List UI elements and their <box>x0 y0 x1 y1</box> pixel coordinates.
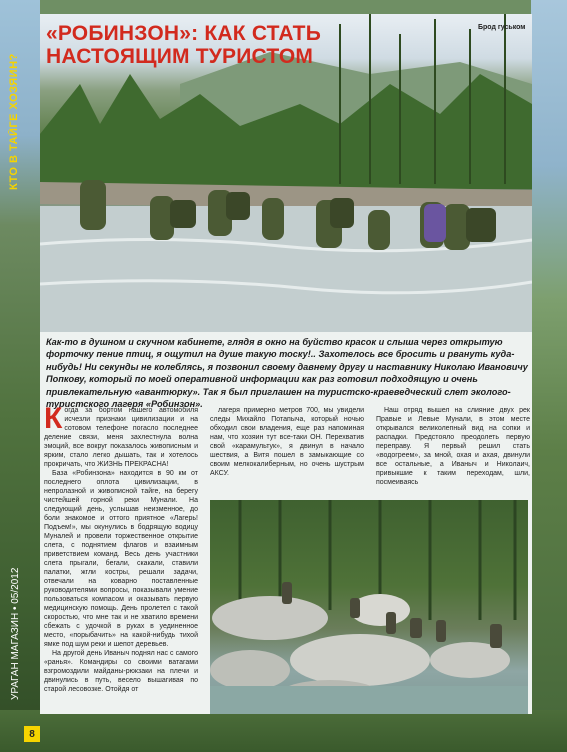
body-column-2 <box>210 406 364 494</box>
photo-caption: Брод гуськом <box>478 24 526 31</box>
background-forest-right <box>531 0 567 752</box>
background-forest-bottom <box>0 710 567 752</box>
paragraph: лагеря примерно метров 700, мы увидели следы Михайло Потапыча, который ночью обходил свои владения, еще раз напоминая нам, что хозяин тут все-таки ОН. Перехватив свой «карамультук», я двинул в начало шествия, а Витя пошел в замыкающие со своим мелкокалиберным, но очень шустрым АКСУ. <box>210 407 364 477</box>
paragraph: На другой день Иваныч поднял нас с самого «ранья». Командиры со своими ватагами взгромоздили майданы-рюкзаки на плечи и двинулись в путь, весело вышагивая по старой лесовозке. Отойдя от <box>44 650 198 693</box>
dropcap: К <box>44 402 63 435</box>
article-title: «РОБИНЗОН»: КАК СТАТЬ НАСТОЯЩИМ ТУРИСТОМ <box>46 22 322 68</box>
page-number: 8 <box>24 726 40 742</box>
paragraph: База «Робинзона» находится в 90 км от последнего оплота цивилизации, в непролазной и живописной тайге, на берегу чистейшей горной реки Мунали. На следующий день, услышав неизменное, до боли знакомое и оттого приятное «Лагерь! Подъем!», мы окунулись в бодрящую водицу Муналей и провели торжественное открытие слета, с поднятием флагов и взаимным приветствием команд. Весь день участники слета прыгали, бегали, скакали, ставили палатки, жгли костры, решали задачи, отвечали на коварно поставленные руководителями вопросы, показывали умение пользоваться компасом и оказывать первую медицинскую помощь. День пролетел с такой скоростью, что мне так и не хватило времени сбежать с удочкой в руках в уединенное место, «порыбачить» на какой-нибудь тихой ямке под шум реки и шепот деревьев. <box>44 470 198 648</box>
rubric-label: КТО В ТАЙГЕ ХОЗЯИН? <box>8 53 20 190</box>
paragraph: Когда за бортом нашего автомобиля исчезли признаки цивилизации и на сотовом телефоне погасло последнее деление связи, меня захлестнула волна эмоций, все вокруг показалось живописным и ярким, стало легко дышать, так и хотелось прокричать, что ЖИЗНЬ ПРЕКРАСНА! <box>44 402 198 468</box>
article-page <box>40 14 532 714</box>
body-column-3 <box>376 406 530 494</box>
lead-paragraph: Как-то в душном и скучном кабинете, глядя в окно на буйство красок и слыша через открытую форточку пение птиц, я ощутил на душе такую тоску!.. Захотелось все бросить и рвануть куда-нибудь! Ни секунды не колеблясь, я позвонил своему давнему другу и наставнику Николаю Ивановичу Попкову, который по моей оперативной информации как раз готовил подходящую и очень привлекательную «авантюрку». Так я был приглашен на туристско-краеведческий слет эколого-туристского лагеря «Робинзон». <box>46 337 528 410</box>
body-column-1 <box>44 402 198 712</box>
body-columns <box>44 402 530 693</box>
paragraph: Наш отряд вышел на слияние двух рек Правые и Левые Мунали, в этом месте открывался великолепный вид на сопки и распадки. Предстояло преодолеть первую переправу. Я первый решил стать «водогреем», за мной, охая и ахая, двинули все остальные, а Иваныч и Николаич, привыкшие к таким переходам, шли, посмеиваясь <box>376 407 530 486</box>
camp-rocks-illustration <box>210 500 528 714</box>
camp-rocks-photo <box>210 500 528 714</box>
river-crossing-photo <box>40 14 532 332</box>
magazine-label: УРАГАН МАГАЗИН • 05/2012 <box>10 567 21 700</box>
